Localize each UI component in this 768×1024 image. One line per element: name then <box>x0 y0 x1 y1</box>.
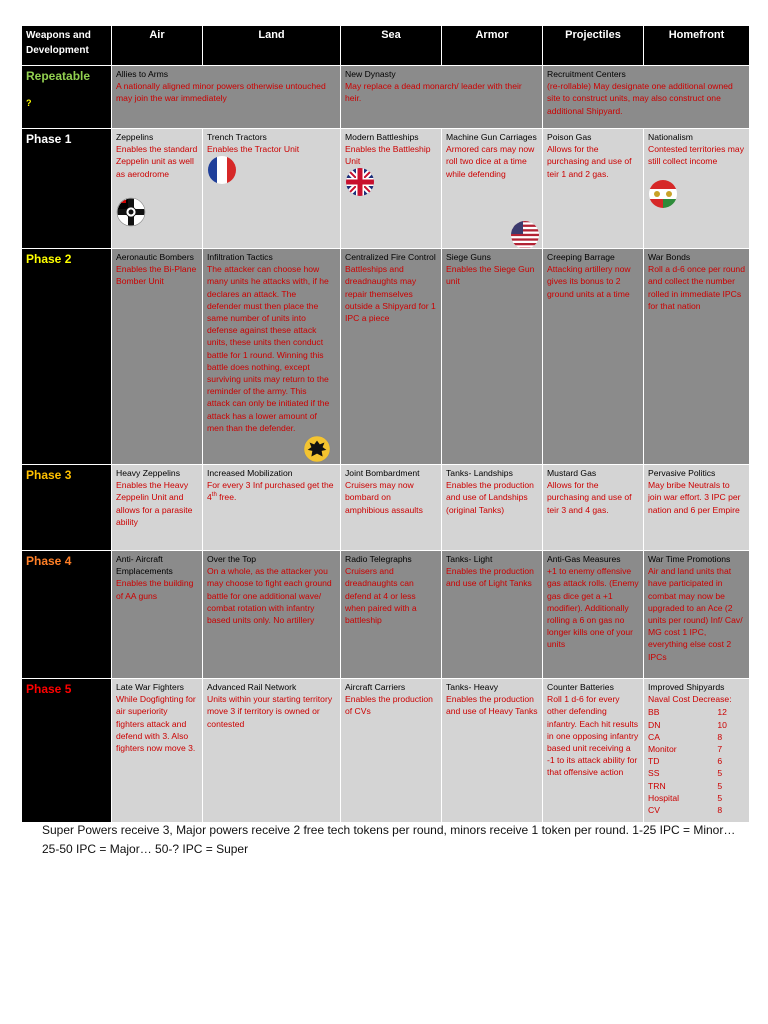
cell-p4-sea: Radio Telegraphs Cruisers and dreadnaughts can defend at 4 or less when paired with a battleship <box>341 551 442 679</box>
ship-cost: 12 <box>717 707 727 718</box>
cell-p2-armor: Siege Guns Enables the Siege Gun unit <box>442 249 543 465</box>
cell-p1-air: Zeppelins Enables the standard Zeppelin unit as well as aerodrome <box>112 129 203 249</box>
ship-type: SS <box>648 768 660 779</box>
header-armor: Armor <box>442 26 543 66</box>
cell-p3-projectiles: Mustard Gas Allows for the purchasing and use of teir 3 and 4 gas. <box>543 465 644 551</box>
german-empire-flag-icon <box>116 197 146 227</box>
ship-cost: 10 <box>717 719 727 730</box>
phase-label-5: Phase 5 <box>22 679 112 823</box>
ship-cost: 8 <box>717 805 723 816</box>
cell-p4-projectiles: Anti-Gas Measures +1 to enemy offensive gas attack rolls. (Enemy gas dice get a +1 modifier). Additionally rolling a 6 on gas no longer kills one of your units <box>543 551 644 679</box>
cell-p5-land: Advanced Rail Network Units within your starting territory move 3 if territory is owned or contested <box>203 679 341 823</box>
naval-cost-list <box>648 706 745 816</box>
ship-type: BB <box>648 707 660 718</box>
header-row <box>22 26 750 66</box>
ship-type: DN <box>648 719 661 730</box>
cell-repeatable-sea: New Dynasty May replace a dead monarch/ leader with their heir. <box>341 66 543 129</box>
ship-type: TD <box>648 756 660 767</box>
phase-label-4: Phase 4 <box>22 551 112 679</box>
cell-p5-air: Late War Fighters While Dogfighting for air superiority fighters attack and defend with 3. Also fighters now move 3. <box>112 679 203 823</box>
tech-tree-table <box>21 25 750 823</box>
ship-type: CV <box>648 805 660 816</box>
cell-p5-projectiles: Counter Batteries Roll 1 d-6 for every other defending infantry. Each hit results in one opposing infantry based unit receiving a -1 to its attack ability for that offensive action <box>543 679 644 823</box>
naval-cost-row <box>648 706 745 718</box>
ship-cost: 8 <box>717 731 723 742</box>
cell-p1-homefront: Nationalism Contested territories may still collect income <box>644 129 750 249</box>
header-projectiles: Projectiles <box>543 26 644 66</box>
naval-cost-row <box>648 731 745 743</box>
cell-p3-land: Increased Mobilization For every 3 Inf purchased get the 4th free. <box>203 465 341 551</box>
ship-cost: 7 <box>717 744 723 755</box>
cell-p4-land: Over the Top On a whole, as the attacker you may choose to fight each ground battle for one additional wave/ combat rotation with infantry based units only. No artillery <box>203 551 341 679</box>
ship-cost: 5 <box>717 780 723 791</box>
header-sea: Sea <box>341 26 442 66</box>
naval-cost-row <box>648 719 745 731</box>
cell-p3-armor: Tanks- Landships Enables the production and use of Landships (original Tanks) <box>442 465 543 551</box>
austria-hungary-flag-icon <box>648 179 678 209</box>
naval-cost-row <box>648 804 745 816</box>
header-weapons-development: Weapons and Development <box>22 26 112 66</box>
cell-p4-homefront: War Time Promotions Air and land units that have participated in combat may now be upgraded to an Ace (2 units per round) Inf/ Cav/ MG cost 1 IPC, everything else cost 2 IPCs <box>644 551 750 679</box>
row-phase-1 <box>22 129 750 249</box>
usa-flag-icon <box>510 220 540 249</box>
cell-p5-sea: Aircraft Carriers Enables the production of CVs <box>341 679 442 823</box>
naval-cost-row <box>648 767 745 779</box>
cell-p4-armor: Tanks- Light Enables the production and use of Light Tanks <box>442 551 543 679</box>
uk-flag-icon <box>345 167 375 197</box>
cell-p1-sea: Modern Battleships Enables the Battleship Unit <box>341 129 442 249</box>
cell-p3-air: Heavy Zeppelins Enables the Heavy Zeppelin Unit and allows for a parasite ability <box>112 465 203 551</box>
cell-p5-homefront: Improved Shipyards Naval Cost Decrease: BB 12 DN 10 CA 8 Monitor 7 TD 6 SS 5 TRN 5 Hospital 5 CV 8 <box>644 679 750 823</box>
naval-cost-row <box>648 780 745 792</box>
naval-cost-row <box>648 792 745 804</box>
france-flag-icon <box>207 155 237 185</box>
cell-p3-sea: Joint Bombardment Cruisers may now bombard on amphibious assaults <box>341 465 442 551</box>
cell-p2-homefront: War Bonds Roll a d-6 once per round and collect the number rolled in immediate IPCs for that nation <box>644 249 750 465</box>
unknown-glyph: ? <box>26 98 32 108</box>
ship-type: CA <box>648 731 660 742</box>
cell-p5-armor: Tanks- Heavy Enables the production and use of Heavy Tanks <box>442 679 543 823</box>
cell-p1-land: Trench Tractors Enables the Tractor Unit <box>203 129 341 249</box>
row-phase-5 <box>22 679 750 823</box>
naval-cost-row <box>648 743 745 755</box>
cell-p2-projectiles: Creeping Barrage Attacking artillery now gives its bonus to 2 ground units at a time <box>543 249 644 465</box>
row-phase-3 <box>22 465 750 551</box>
cell-p4-air: Anti- Aircraft Emplacements Enables the building of AA guns <box>112 551 203 679</box>
header-air: Air <box>112 26 203 66</box>
ship-cost: 6 <box>717 756 723 767</box>
header-homefront: Homefront <box>644 26 750 66</box>
ship-type: Monitor <box>648 744 677 755</box>
cell-repeatable-land: Allies to Arms A nationally aligned minor powers otherwise untouched may join the war immediately <box>112 66 341 129</box>
ship-cost: 5 <box>717 768 723 779</box>
ship-cost: 5 <box>717 792 723 803</box>
cell-p1-projectiles: Poison Gas Allows for the purchasing and use of teir 1 and 2 gas. <box>543 129 644 249</box>
header-land: Land <box>203 26 341 66</box>
naval-cost-row <box>648 755 745 767</box>
cell-p2-sea: Centralized Fire Control Battleships and dreadnaughts may repair themselves outside a Shipyard for 1 IPC a piece <box>341 249 442 465</box>
cell-p1-armor: Machine Gun Carriages Armored cars may now roll two dice at a time while defending <box>442 129 543 249</box>
cell-p2-air: Aeronautic Bombers Enables the Bi-Plane Bomber Unit <box>112 249 203 465</box>
footer-note: Super Powers receive 3, Major powers receive 2 free tech tokens per round, minors receive 1 token per round. 1-25 IPC = Minor… 25-50 IPC = Major… 50-? IPC = Super <box>42 823 736 856</box>
phase-label-2: Phase 2 <box>22 249 112 465</box>
phase-label-3: Phase 3 <box>22 465 112 551</box>
russian-empire-flag-icon <box>303 435 331 463</box>
row-repeatable <box>22 66 750 129</box>
row-phase-2 <box>22 249 750 465</box>
cell-p3-homefront: Pervasive Politics May bribe Neutrals to join war effort. 3 IPC per nation and 6 per Empire <box>644 465 750 551</box>
phase-label-repeatable: Repeatable ? <box>22 66 112 129</box>
cell-repeatable-projectiles: Recruitment Centers (re-rollable) May designate one additional owned site to construct units, may also construct one additional Shipyard. <box>543 66 750 129</box>
ship-type: Hospital <box>648 792 680 803</box>
cell-p2-land: Infiltration Tactics The attacker can choose how many units he attacks with, if he declares an attack. The defender must then place the same number of units into defense against these attack units, these units then conduct battle for 1 round. Winning this battle does nothing, except surviving units may return to the reminder of the army. This attack can only be initiated if the attack has a lower amount of men than the defender. <box>203 249 341 465</box>
ship-type: TRN <box>648 780 666 791</box>
phase-label-1: Phase 1 <box>22 129 112 249</box>
row-phase-4 <box>22 551 750 679</box>
